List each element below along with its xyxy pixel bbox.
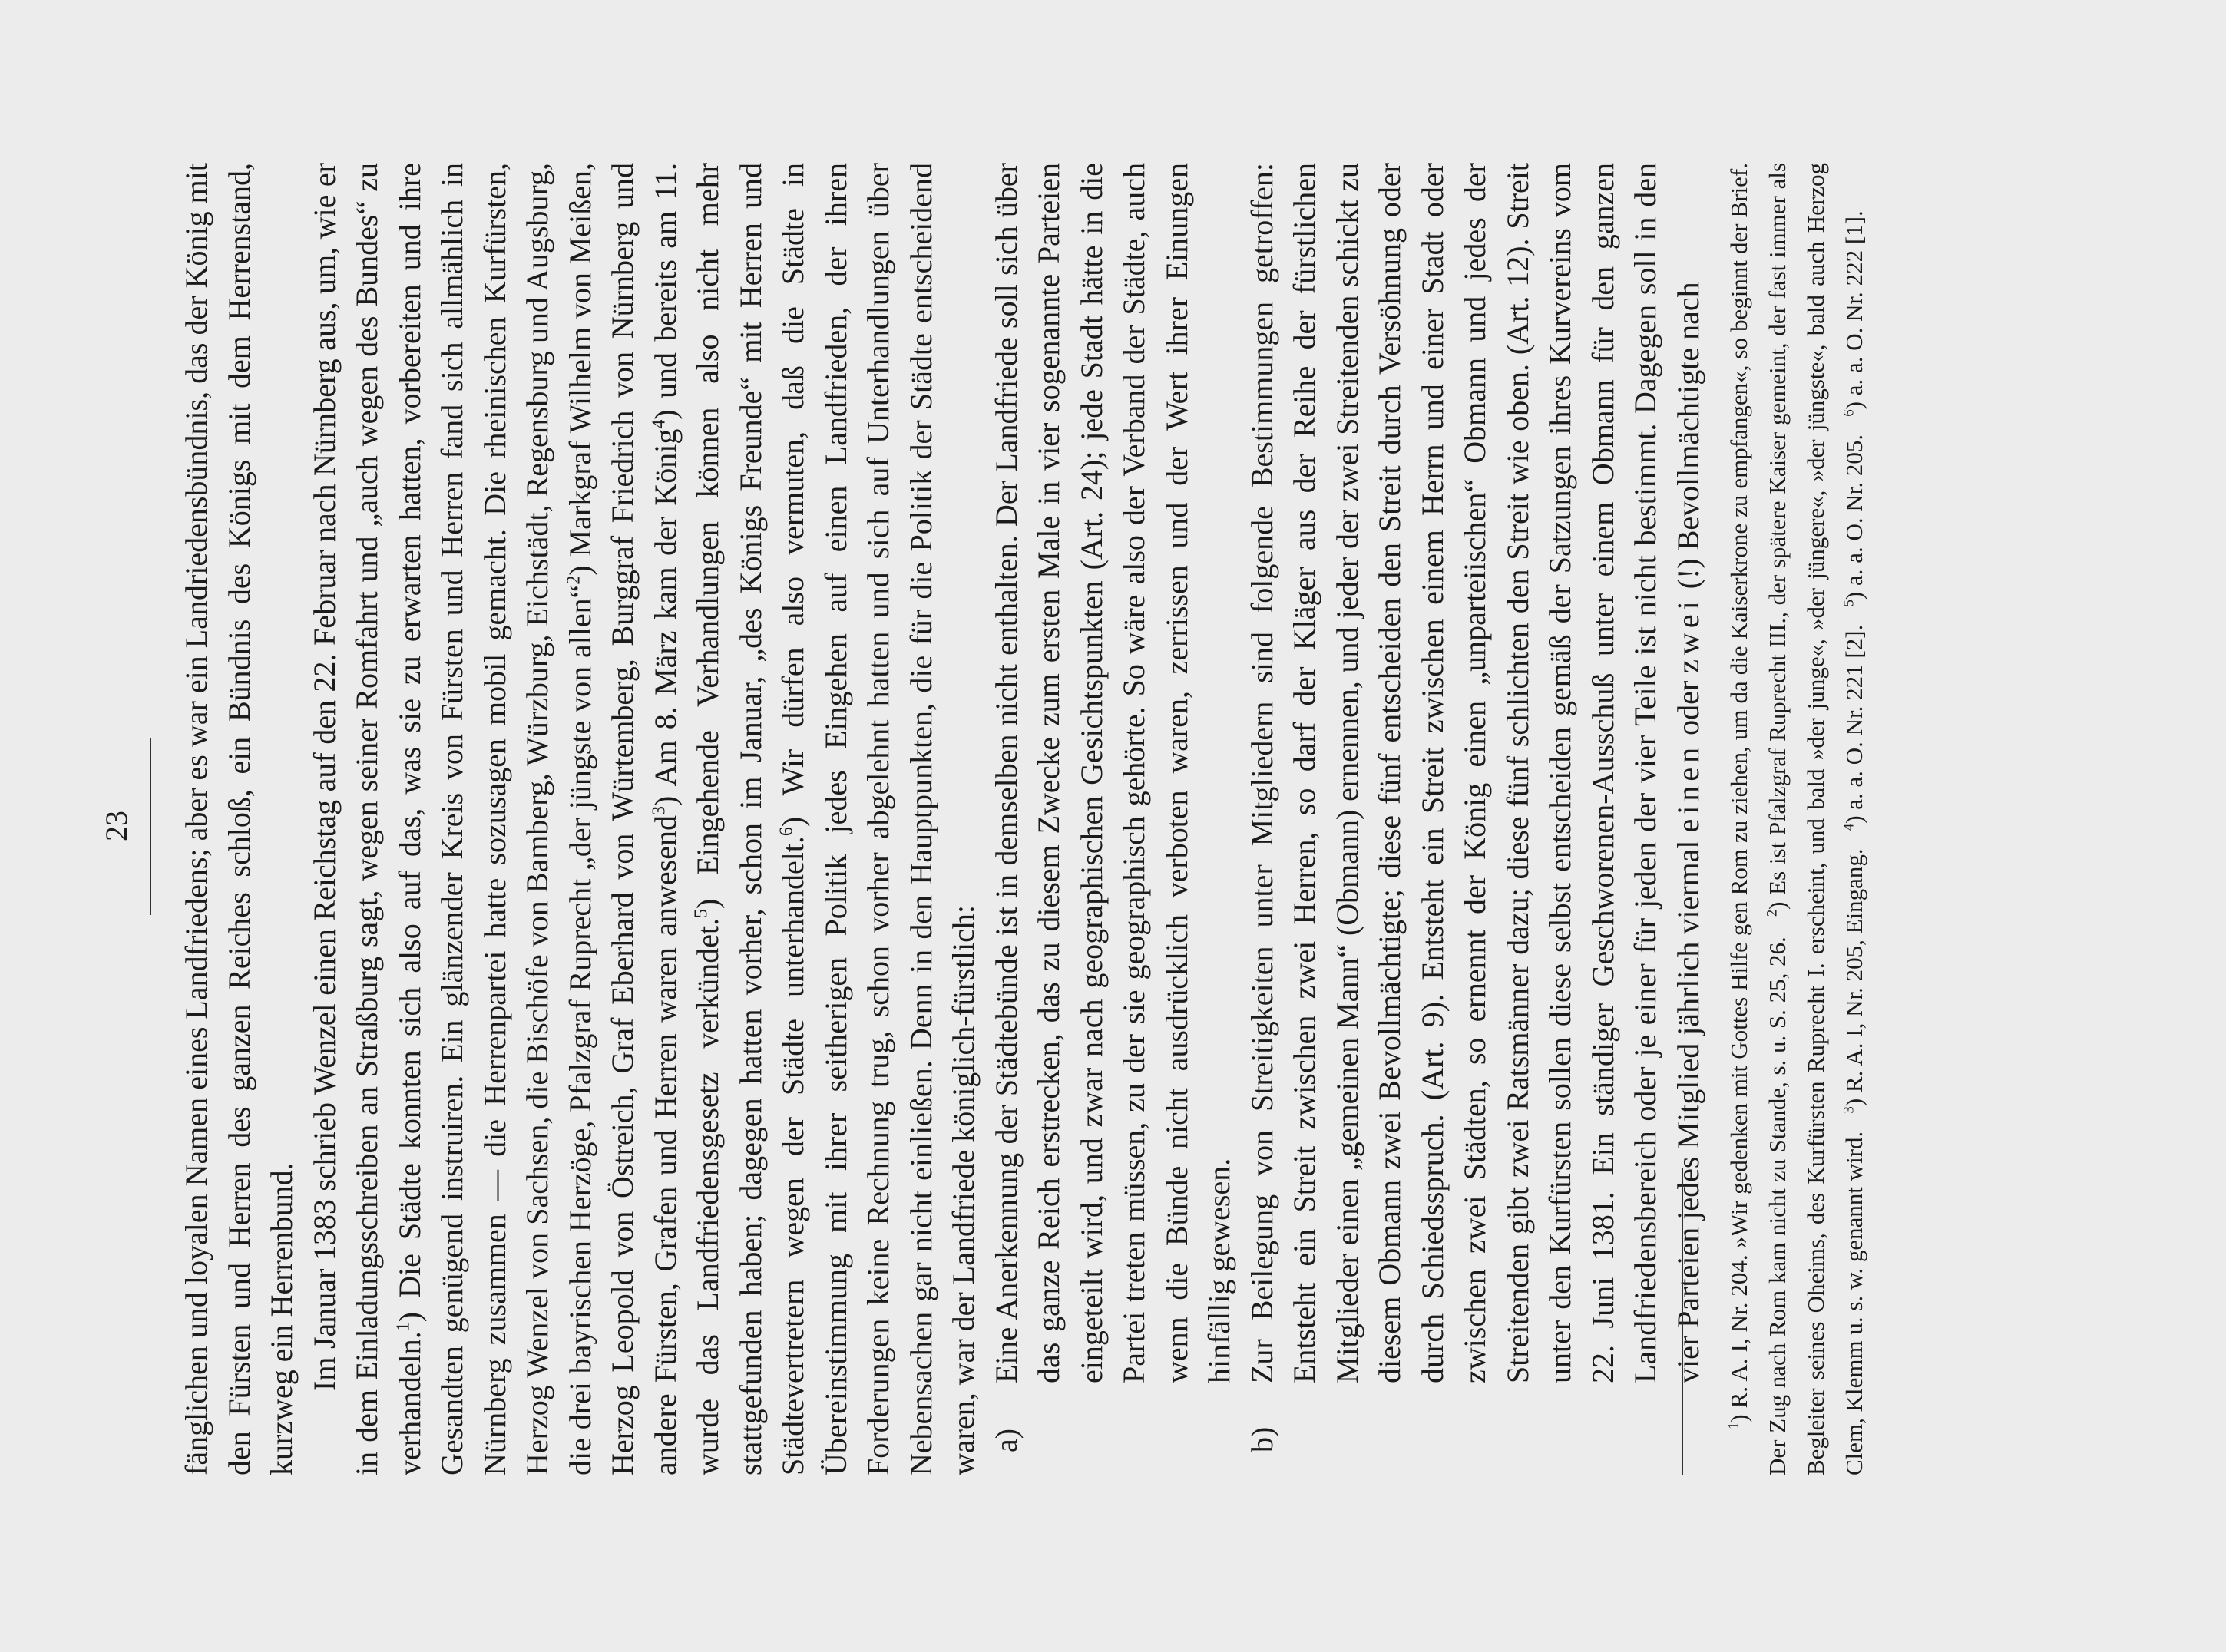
text-run: ) Am 8. März kam der König [647,428,683,806]
text-run: Eine Anerkennung der Städtebünde ist in demselben nicht enthalten. Der Landfriede soll sich über das ganze Reich erstrecken, das zu diesem Zwecke zum ersten Male in vier sogenannte Parteien eingeteilt wird, und zwar nach geographischen Gesichtspunkten (Art. 24); jede Stadt hätte in die Partei treten müssen, zu der sie geographisch gehörte. So wäre also der Verband der Städte, auch wenn die Bünde nicht ausdrücklich verboten waren, zerrissen und der Wert ihrer Einungen hinfällig gewesen. [988,163,1236,1383]
footnote-rule [1682,1168,1683,1475]
footnote-text: ) a. a. O. Nr. 205. [1841,434,1867,600]
footnote-number: 2 [1764,909,1781,917]
text-run: ) Markgraf Wilhelm von Meißen, Herzog Leopold von Östreich, Graf Eberhard von Würtemberg, Burggraf Friedrich von Nürnberg und andere Fürsten, Grafen und Herren waren anwesend [562,163,683,1475]
footnote-block [1720,163,1874,1475]
list-item-b [1241,163,1710,1475]
footnote-text: ) Es ist Pfalzgraf Ruprecht III., der spätere Kaiser gemeint, der fast immer als Begleiter seines Oheims, des Kurfürsten Ruprecht I. erscheint, und bald »der junge«, »der jüngere«, »der jüngste«, bald auch Herzog Clem, Klemm u. s. w. genannt wird. [1764,162,1867,1475]
list-item-a [985,163,1241,1475]
paragraph-2 [303,163,985,1475]
footnote-number: 1 [1725,1422,1742,1429]
footnote-ref: 6 [776,827,797,837]
text-run: oder [1670,680,1705,735]
footnote-number: 6 [1841,409,1857,417]
footnote-ref: 4 [649,419,670,429]
list-marker: a) [988,1428,1024,1452]
text-run: Im Januar 1383 schrieb Wenzel einen Reichstag auf den 22. Februar nach Nürnberg aus, um, wie er in dem Einladungsschreiben an Straßburg sagt, wegen seiner Romfahrt und „auch wegen des Bundes“ zu verhandeln. [306,163,427,1475]
emphasis-text: einen [1670,742,1705,833]
text-run: (!) Bevollmächtigte nach [1670,282,1705,590]
footnotes [1720,163,1874,1475]
footnote-text: ) a. a. O. Nr. 221 [2]. [1841,624,1867,824]
text-run: ) Eingehende Verhandlungen können also nicht mehr stattgefunden haben; dagegen hatten vorher, schon im Januar, „des Königs Freunde“ mit Herren und Städtevertretern wegen der Städte unterhandelt. [690,163,810,1475]
footnote-ref: 5 [691,908,712,918]
paragraph-1: fänglichen und loyalen Namen eines Landfriedens; aber es war ein Landriedensbündnis, das der König mit den Fürsten und Herren des ganzen Reiches schloß, ein Bündnis des Königs mit dem Herrenstand, kurzweg ein Herrenbund. [179,163,299,1475]
footnote-number: 5 [1841,600,1857,607]
footnote-number: 4 [1841,823,1857,831]
list-marker: b) [1244,1426,1279,1452]
page-number: 23 [99,811,134,841]
footnote-ref: 3 [649,805,670,815]
page-number-rule [150,738,151,915]
footnote-text: ) R. A. I, Nr. 205, Eingang. [1841,848,1867,1107]
footnote-number: 3 [1841,1106,1857,1114]
body-text [175,163,1709,1475]
text-run: Zur Beilegung von Streitigkeiten unter Mitgliedern sind folgende Bestimmungen getroffen: Entsteht ein Streit zwischen zwei Herren, so darf der Kläger aus der Reihe der fürstlichen Mitglieder einen „gemeinen Mann“ (Obmann) ernennen, und jeder der zwei Streitenden schickt zu diesem Obmann zwei Bevollmächtigte; diese fünf entscheiden den Streit durch Versöhnung oder durch Schiedsspruch. (Art. 9). Entsteht ein Streit zwischen einem Herrn und einer Stadt oder zwischen zwei Städten, so ernennt der König einen „unparteiischen“ Obmann und jedes der Streitenden gibt zwei Ratsmänner dazu; diese fünf schlichten den Streit wie oben. (Art. 12). Streit unter den Kurfürsten sollen diese selbst entscheiden gemäß der Satzungen ihres Kurvereins vom 22. Juni 1381. Ein ständiger Geschworenen-Ausschuß unter einem Obmann für den ganzen Landfriedensbereich oder je einer für jeden der vier Teile ist nicht bestimmt. Dagegen soll in den vier Parteien jedes Mitglied jährlich viermal [1244,163,1705,1383]
text-run: ) Die Städte konnten sich also auf das, was sie zu erwarten hatten, vorbereiten und ihre Gesandten genügend instruiren. Ein glänzender Kreis von Fürsten und Herren fand sich allmählich in Nürnberg zusammen — die Herrenpartei hatte sozusagen mobil gemacht. Die rheinischen Kurfürsten, Herzog Wenzel von Sachsen, die Bischöfe von Bamberg, Würzburg, Eichstädt, Regensburg und Augsburg, die drei bayrischen Herzöge, Pfalzgraf Ruprecht „der jüngste von allen“ [392,163,597,1475]
footnote-text: ) a. a. O. Nr. 222 [1]. [1841,210,1867,410]
footnote-ref: 2 [564,575,584,585]
emphasis-text: zwei [1670,596,1705,673]
footnote-text: ) R. A. I, Nr. 204. »Wir gedenken mit Gottes Hilfe gen Rom zu ziehen, um da die Kaiserkrone zu empfangen«, so beginnt der Brief. Der Zug nach Rom kam nicht zu Stande, s. u. S. 25, 26. [1725,163,1791,1475]
text-run: ) und bereits am 11. wurde das Landfriedensgesetz verkündet. [647,163,725,1475]
text-run: ) Wir dürfen also vermuten, daß die Städte in Übereinstimmung mit ihrer seitherigen Politik jedes Eingehen auf einen Landfrieden, der ihren Forderungen keine Rechnung trug, schon vorher abgelehnt hatten und sich auf Unterhandlungen über Nebensachen gar nicht einließen. Denn in den Hauptpunkten, die für die Politik der Städte entscheidend waren, war der Landfriede königlich-fürstlich: [776,163,981,1475]
footnote-ref: 1 [393,1322,414,1332]
